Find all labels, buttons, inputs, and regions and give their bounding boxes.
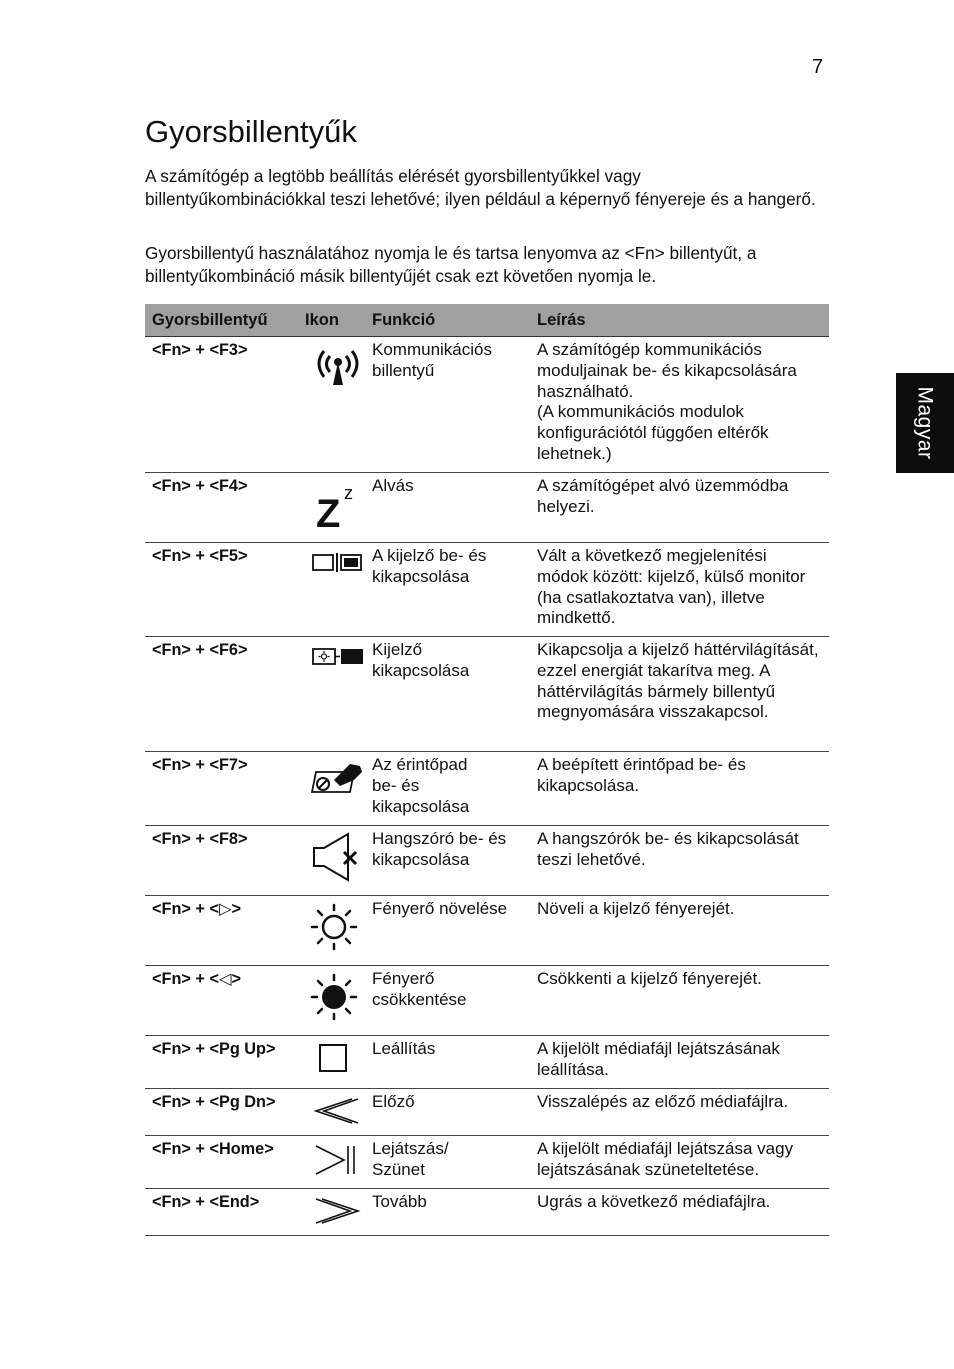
- header-function: Funkció: [365, 304, 530, 337]
- table-row: [145, 826, 829, 896]
- description-cell: A hangszórók be- és kikapcsolását teszi lehetővé.: [530, 826, 829, 896]
- sleep-icon: [310, 479, 366, 531]
- hotkey-table: [145, 304, 829, 1236]
- table-row: [145, 1089, 829, 1136]
- description-cell: Ugrás a következő médiafájlra.: [530, 1189, 829, 1236]
- page-number: 7: [812, 56, 824, 78]
- language-tab: [896, 373, 954, 473]
- function-cell: Tovább: [365, 1189, 530, 1236]
- wireless-communication-icon: [310, 343, 366, 387]
- function-cell: Kijelző kikapcsolása: [365, 637, 530, 752]
- function-cell: Fényerő csökkentése: [365, 966, 530, 1036]
- description-cell: A számítógépet alvó üzemmódba helyezi.: [530, 473, 829, 543]
- brightness-down-icon: [310, 972, 366, 1022]
- table-header-row: [145, 304, 829, 337]
- table-row: [145, 1136, 829, 1189]
- hotkey-cell: <Fn> + <Pg Dn>: [145, 1089, 298, 1136]
- description-cell: A beépített érintőpad be- és kikapcsolása.: [530, 752, 829, 826]
- description-cell: A kijelölt médiafájl lejátszása vagy lejátszásának szüneteltetése.: [530, 1136, 829, 1189]
- description-cell: Növeli a kijelző fényerejét.: [530, 896, 829, 966]
- svg-text:z: z: [344, 483, 353, 503]
- header-icon: Ikon: [298, 304, 365, 337]
- previous-icon: [310, 1095, 366, 1127]
- table-row: [145, 337, 829, 473]
- next-icon: [310, 1195, 366, 1227]
- display-off-icon: [310, 643, 366, 669]
- hotkey-cell: <Fn> + <F8>: [145, 826, 298, 896]
- header-hotkey: Gyorsbillentyű: [145, 304, 298, 337]
- table-row: [145, 637, 829, 752]
- hotkey-cell: <Fn> + <◁>: [145, 966, 298, 1036]
- intro-paragraph: A számítógép a legtöbb beállítás elérését gyorsbillentyűkkel vagy billentyűkombinációkkal teszi lehetővé; ilyen például a képernyő fényereje és a hangerő.: [145, 166, 816, 209]
- description-cell: A kijelölt médiafájl lejátszásának leállítása.: [530, 1036, 829, 1089]
- function-cell: Lejátszás/ Szünet: [365, 1136, 530, 1189]
- function-cell: Leállítás: [365, 1036, 530, 1089]
- function-cell: Az érintőpad be- és kikapcsolása: [365, 752, 530, 826]
- table-row: [145, 543, 829, 637]
- table-row: [145, 752, 829, 826]
- table-row: [145, 1036, 829, 1089]
- description-cell: Vált a következő megjelenítési módok között: kijelző, külső monitor (ha csatlakoztatva van), illetve mindkettő.: [530, 543, 829, 637]
- function-cell: Fényerő növelése: [365, 896, 530, 966]
- hotkey-cell: <Fn> + <▷>: [145, 896, 298, 966]
- description-cell: Kikapcsolja a kijelző háttérvilágítását, ezzel energiát takarítva meg. A háttérvilágítás bármely billentyű megnyomására visszakapcsol.: [530, 637, 829, 752]
- function-cell: Kommunikációs billentyű: [365, 337, 530, 473]
- hotkey-cell: <Fn> + <F4>: [145, 473, 298, 543]
- brightness-up-icon: [310, 902, 366, 952]
- function-cell: Előző: [365, 1089, 530, 1136]
- description-cell: Csökkenti a kijelző fényerejét.: [530, 966, 829, 1036]
- display-toggle-icon: [310, 549, 366, 575]
- hotkey-cell: <Fn> + <F7>: [145, 752, 298, 826]
- page-title: Gyorsbillentyűk: [145, 114, 357, 149]
- function-cell: Hangszóró be- és kikapcsolása: [365, 826, 530, 896]
- header-description: Leírás: [530, 304, 829, 337]
- svg-text:Z: Z: [316, 492, 341, 531]
- description-cell: Visszalépés az előző médiafájlra.: [530, 1089, 829, 1136]
- table-row: [145, 473, 829, 543]
- speaker-mute-icon: [310, 832, 366, 882]
- intro-paragraph: Gyorsbillentyű használatához nyomja le és tartsa lenyomva az <Fn> billentyűt, a billentyűkombináció másik billentyűjét csak ezt követően nyomja le.: [145, 243, 757, 286]
- stop-icon: [310, 1042, 366, 1074]
- hotkey-cell: <Fn> + <Pg Up>: [145, 1036, 298, 1089]
- touchpad-toggle-icon: [310, 758, 366, 798]
- table-row: [145, 896, 829, 966]
- hotkey-cell: <Fn> + <Home>: [145, 1136, 298, 1189]
- hotkey-cell: <Fn> + <End>: [145, 1189, 298, 1236]
- hotkey-cell: <Fn> + <F6>: [145, 637, 298, 752]
- language-tab-label: Magyar: [914, 386, 937, 460]
- table-row: [145, 1189, 829, 1236]
- description-cell: A számítógép kommunikációs moduljainak be- és kikapcsolására használható. (A kommunikációs modulok konfigurációtól függően eltérők lehetnek.): [530, 337, 829, 473]
- table-row: [145, 966, 829, 1036]
- function-cell: Alvás: [365, 473, 530, 543]
- hotkey-cell: <Fn> + <F3>: [145, 337, 298, 473]
- hotkey-cell: <Fn> + <F5>: [145, 543, 298, 637]
- play-pause-icon: [310, 1142, 366, 1178]
- function-cell: A kijelző be- és kikapcsolása: [365, 543, 530, 637]
